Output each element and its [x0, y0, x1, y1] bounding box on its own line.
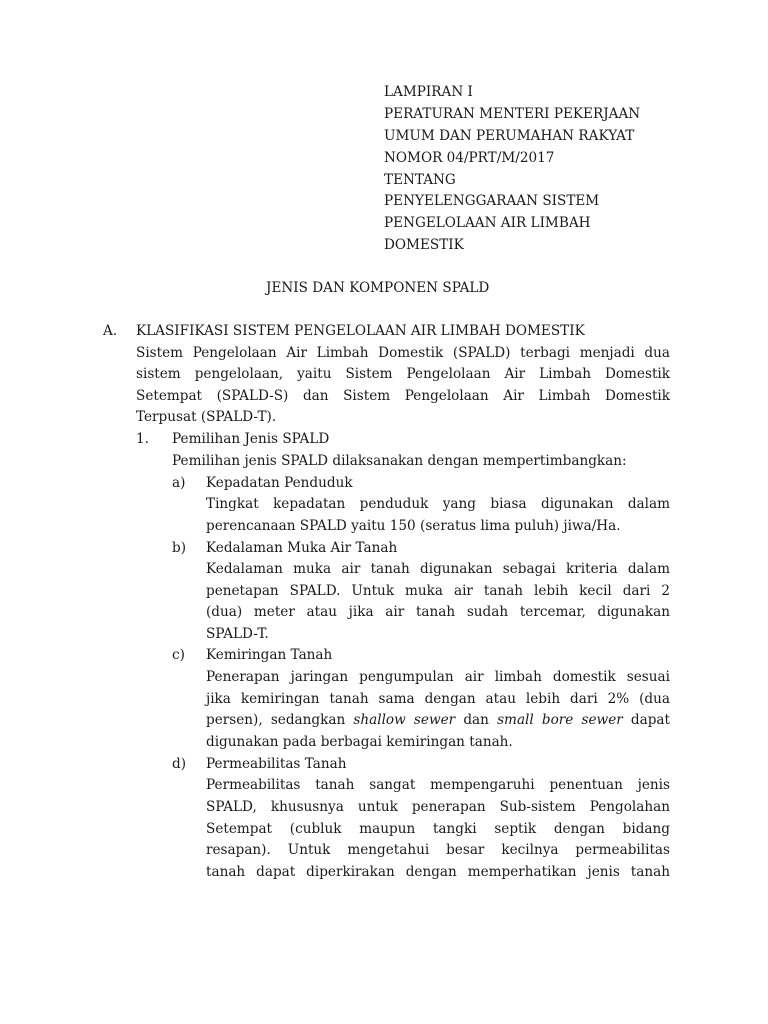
header-line: TENTANG: [384, 172, 456, 188]
header-line: PENYELENGGARAAN SISTEM: [384, 193, 600, 209]
paragraph-line: jika kemiringan tanah sama dengan atau lebih dari 2% (dua: [206, 691, 670, 707]
text-run: dan: [463, 712, 489, 728]
text-run: dapat: [630, 712, 670, 728]
text-run: persen), sedangkan: [206, 712, 346, 728]
subitem-marker: a): [172, 475, 186, 491]
paragraph-line: resapan). Untuk mengetahui besar kecilnya permeabilitas: [206, 842, 670, 858]
paragraph-line: Penerapan jaringan pengumpulan air limbah domestik sesuai: [206, 669, 670, 685]
header-line: UMUM DAN PERUMAHAN RAKYAT: [384, 128, 635, 144]
paragraph-line: Tingkat kepadatan penduduk yang biasa digunakan dalam: [206, 496, 670, 512]
header-line: DOMESTIK: [384, 237, 464, 253]
paragraph-line: perencanaan SPALD yaitu 150 (seratus lima puluh) jiwa/Ha.: [206, 518, 621, 534]
paragraph-line: Setempat (cubluk maupun tangki septik dengan bidang: [206, 821, 670, 837]
header-line: NOMOR 04/PRT/M/2017: [384, 150, 555, 166]
paragraph-line: digunakan pada berbagai kemiringan tanah.: [206, 734, 513, 750]
paragraph-line: penetapan SPALD. Untuk muka air tanah lebih kecil dari 2: [206, 583, 670, 599]
subitem-marker: d): [172, 756, 187, 772]
header-line: PENGELOLAAN AIR LIMBAH: [384, 215, 591, 231]
paragraph-line: Pemilihan jenis SPALD dilaksanakan dengan mempertimbangkan:: [172, 453, 627, 469]
paragraph-line: Kedalaman muka air tanah digunakan sebagai kriteria dalam: [206, 561, 670, 577]
italic-term: shallow sewer: [353, 712, 456, 728]
paragraph-line: (dua) meter atau jika air tanah sudah tercemar, digunakan: [206, 604, 670, 620]
header-line: LAMPIRAN I: [384, 84, 473, 100]
header-line: PERATURAN MENTERI PEKERJAAN: [384, 106, 641, 122]
section-marker: A.: [103, 323, 118, 339]
paragraph-line: SPALD-T.: [206, 626, 269, 642]
paragraph-line: tanah dapat diperkirakan dengan memperhatikan jenis tanah: [206, 864, 670, 880]
paragraph-line: Sistem Pengelolaan Air Limbah Domestik (SPALD) terbagi menjadi dua: [136, 345, 670, 361]
paragraph-line: SPALD, khususnya untuk penerapan Sub-sistem Pengolahan: [206, 799, 670, 815]
subitem-marker: c): [172, 647, 185, 663]
paragraph-line: Terpusat (SPALD-T).: [136, 409, 277, 425]
paragraph-line: sistem pengelolaan, yaitu Sistem Pengelolaan Air Limbah Domestik: [136, 366, 670, 382]
subitem-heading: Kemiringan Tanah: [206, 647, 333, 663]
item-marker: 1.: [136, 431, 149, 447]
item-heading: Pemilihan Jenis SPALD: [172, 431, 330, 447]
section-heading: KLASIFIKASI SISTEM PENGELOLAAN AIR LIMBAH DOMESTIK: [136, 323, 585, 339]
page-title: JENIS DAN KOMPONEN SPALD: [266, 280, 490, 296]
paragraph-line: Setempat (SPALD-S) dan Sistem Pengelolaan Air Limbah Domestik: [136, 388, 670, 404]
italic-term: small bore sewer: [497, 712, 623, 728]
subitem-marker: b): [172, 540, 187, 556]
paragraph-line: [206, 711, 670, 729]
subitem-heading: Permeabilitas Tanah: [206, 756, 347, 772]
paragraph-line: Permeabilitas tanah sangat mempengaruhi penentuan jenis: [206, 777, 670, 793]
subitem-heading: Kepadatan Penduduk: [206, 475, 353, 491]
subitem-heading: Kedalaman Muka Air Tanah: [206, 540, 398, 556]
